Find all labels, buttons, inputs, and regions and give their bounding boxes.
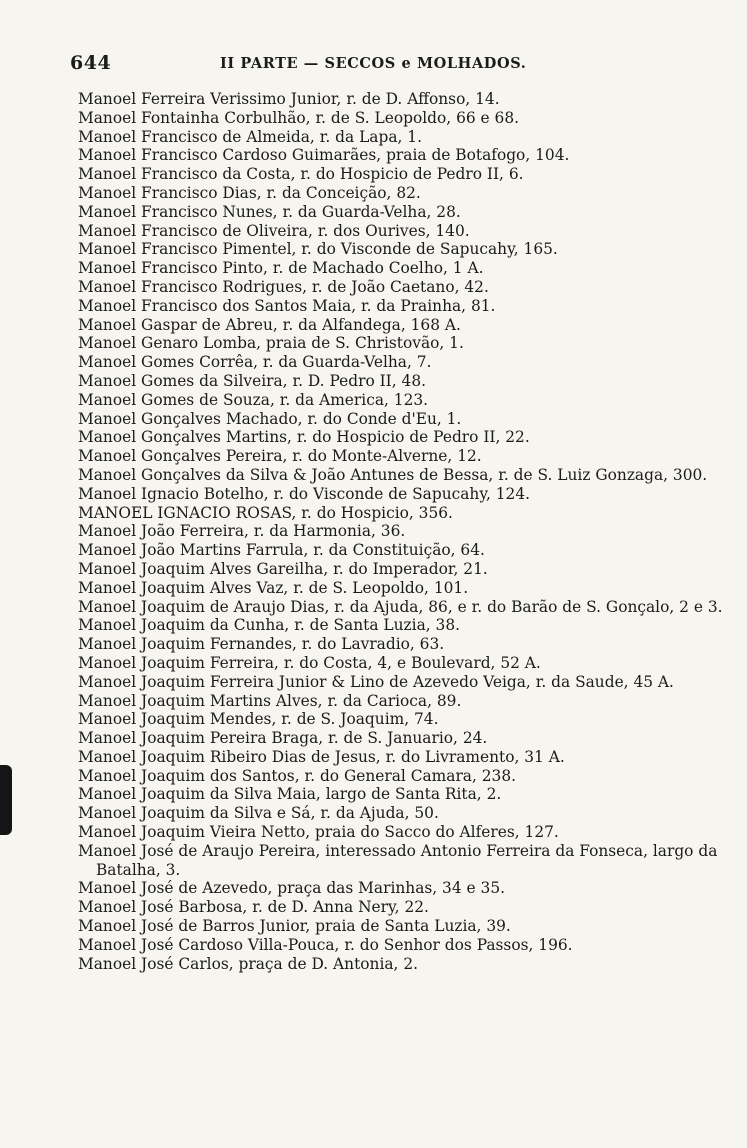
directory-entry: Manoel Joaquim Vieira Netto, praia do Sacco do Alferes, 127.	[78, 823, 559, 842]
directory-entry: Manoel Gomes Corrêa, r. da Guarda-Velha, 7.	[78, 353, 432, 372]
directory-entry: Manoel Joaquim Fernandes, r. do Lavradio, 63.	[78, 635, 445, 654]
directory-entry: Manoel Gomes de Souza, r. da America, 123.	[78, 390, 429, 409]
directory-entry: Manoel Joaquim da Silva Maia, largo de Santa Rita, 2.	[78, 785, 502, 804]
directory-entry: Manoel Joaquim Martins Alves, r. da Carioca, 89.	[78, 691, 462, 710]
directory-entry: Manoel Francisco Pinto, r. de Machado Coelho, 1 A.	[78, 259, 484, 278]
directory-entry: Manoel Ignacio Botelho, r. do Visconde de Sapucahy, 124.	[78, 484, 531, 503]
directory-entry: Manoel Genaro Lomba, praia de S. Christovão, 1.	[78, 334, 464, 353]
directory-entry: Manoel João Ferreira, r. da Harmonia, 36.	[78, 522, 406, 541]
directory-entry: Manoel Francisco Cardoso Guimarães, praia de Botafogo, 104.	[78, 146, 570, 165]
directory-entry: Manoel Joaquim da Silva e Sá, r. da Ajuda, 50.	[78, 804, 439, 823]
directory-entry: Manoel Joaquim Ferreira, r. do Costa, 4, e Boulevard, 52 A.	[78, 653, 541, 672]
directory-entry: Manoel Joaquim Pereira Braga, r. de S. Januario, 24.	[78, 729, 488, 748]
page-number: 644	[70, 52, 112, 74]
directory-entries	[78, 90, 728, 973]
page-header	[70, 52, 722, 80]
directory-entry: Manoel Francisco dos Santos Maia, r. da Prainha, 81.	[78, 296, 496, 315]
directory-entry: Manoel Francisco Pimentel, r. do Visconde de Sapucahy, 165.	[78, 240, 558, 259]
directory-entry: Manoel Francisco de Almeida, r. da Lapa, 1.	[78, 127, 422, 146]
directory-entry: Manoel José de Azevedo, praça das Marinhas, 34 e 35.	[78, 879, 505, 898]
directory-entry: Manoel Gomes da Silveira, r. D. Pedro II, 48.	[78, 371, 427, 390]
directory-entry: Manoel Gonçalves Pereira, r. do Monte-Alverne, 12.	[78, 447, 482, 466]
directory-entry: Manoel Gonçalves Machado, r. do Conde d'Eu, 1.	[78, 409, 462, 428]
directory-entry: Manoel Gonçalves da Silva & João Antunes de Bessa, r. de S. Luiz Gonzaga, 300.	[78, 465, 708, 484]
directory-entry: Manoel Ferreira Verissimo Junior, r. de D. Affonso, 14.	[78, 90, 500, 108]
directory-entry: Manoel Joaquim Ferreira Junior & Lino de Azevedo Veiga, r. da Saude, 45 A.	[78, 672, 674, 691]
directory-entry: Manoel Francisco Dias, r. da Conceição, 82.	[78, 183, 421, 202]
directory-entry: Manoel José Cardoso Villa-Pouca, r. do Senhor dos Passos, 196.	[78, 935, 573, 954]
directory-entry: Manoel Joaquim Mendes, r. de S. Joaquim, 74.	[78, 710, 439, 729]
directory-entry: Manoel José de Barros Junior, praia de Santa Luzia, 39.	[78, 917, 511, 936]
directory-entry: Manoel Joaquim dos Santos, r. do General Camara, 238.	[78, 766, 517, 785]
margin-ink-mark	[0, 765, 12, 835]
directory-entry: Manoel Gonçalves Martins, r. do Hospicio de Pedro II, 22.	[78, 428, 530, 447]
running-head: II PARTE — SECCOS e MOLHADOS.	[220, 55, 527, 72]
directory-entry: Manoel Fontainha Corbulhão, r. de S. Leopoldo, 66 e 68.	[78, 108, 520, 127]
directory-entry: Manoel Joaquim de Araujo Dias, r. da Ajuda, 86, e r. do Barão de S. Gonçalo, 2 e 3.	[78, 597, 723, 616]
directory-entry: Manoel Gaspar de Abreu, r. da Alfandega, 168 A.	[78, 315, 461, 334]
directory-entry: Manoel Joaquim Alves Vaz, r. de S. Leopoldo, 101.	[78, 578, 469, 597]
directory-entry: Manoel José Carlos, praça de D. Antonia, 2.	[78, 954, 419, 973]
directory-entry: Manoel Joaquim Ribeiro Dias de Jesus, r. do Livramento, 31 A.	[78, 747, 565, 766]
directory-entry: Manoel José Barbosa, r. de D. Anna Nery, 22.	[78, 898, 429, 917]
directory-entry: Manoel Francisco de Oliveira, r. dos Ourives, 140.	[78, 221, 470, 240]
directory-entry: Manoel Joaquim da Cunha, r. de Santa Luzia, 38.	[78, 616, 460, 635]
directory-entry: Manoel Francisco Rodrigues, r. de João Caetano, 42.	[78, 277, 489, 296]
directory-entry: MANOEL IGNACIO ROSAS, r. do Hospicio, 356.	[78, 503, 453, 522]
directory-entry: Manoel Joaquim Alves Gareilha, r. do Imperador, 21.	[78, 559, 488, 578]
directory-entry: Manoel José de Araujo Pereira, interessado Antonio Ferreira da Fonseca, largo da Batalha, 3.	[78, 841, 718, 879]
directory-entry: Manoel Francisco da Costa, r. do Hospicio de Pedro II, 6.	[78, 165, 524, 184]
directory-entry: Manoel Francisco Nunes, r. da Guarda-Velha, 28.	[78, 202, 461, 221]
directory-entry: Manoel João Martins Farrula, r. da Constituição, 64.	[78, 541, 485, 560]
